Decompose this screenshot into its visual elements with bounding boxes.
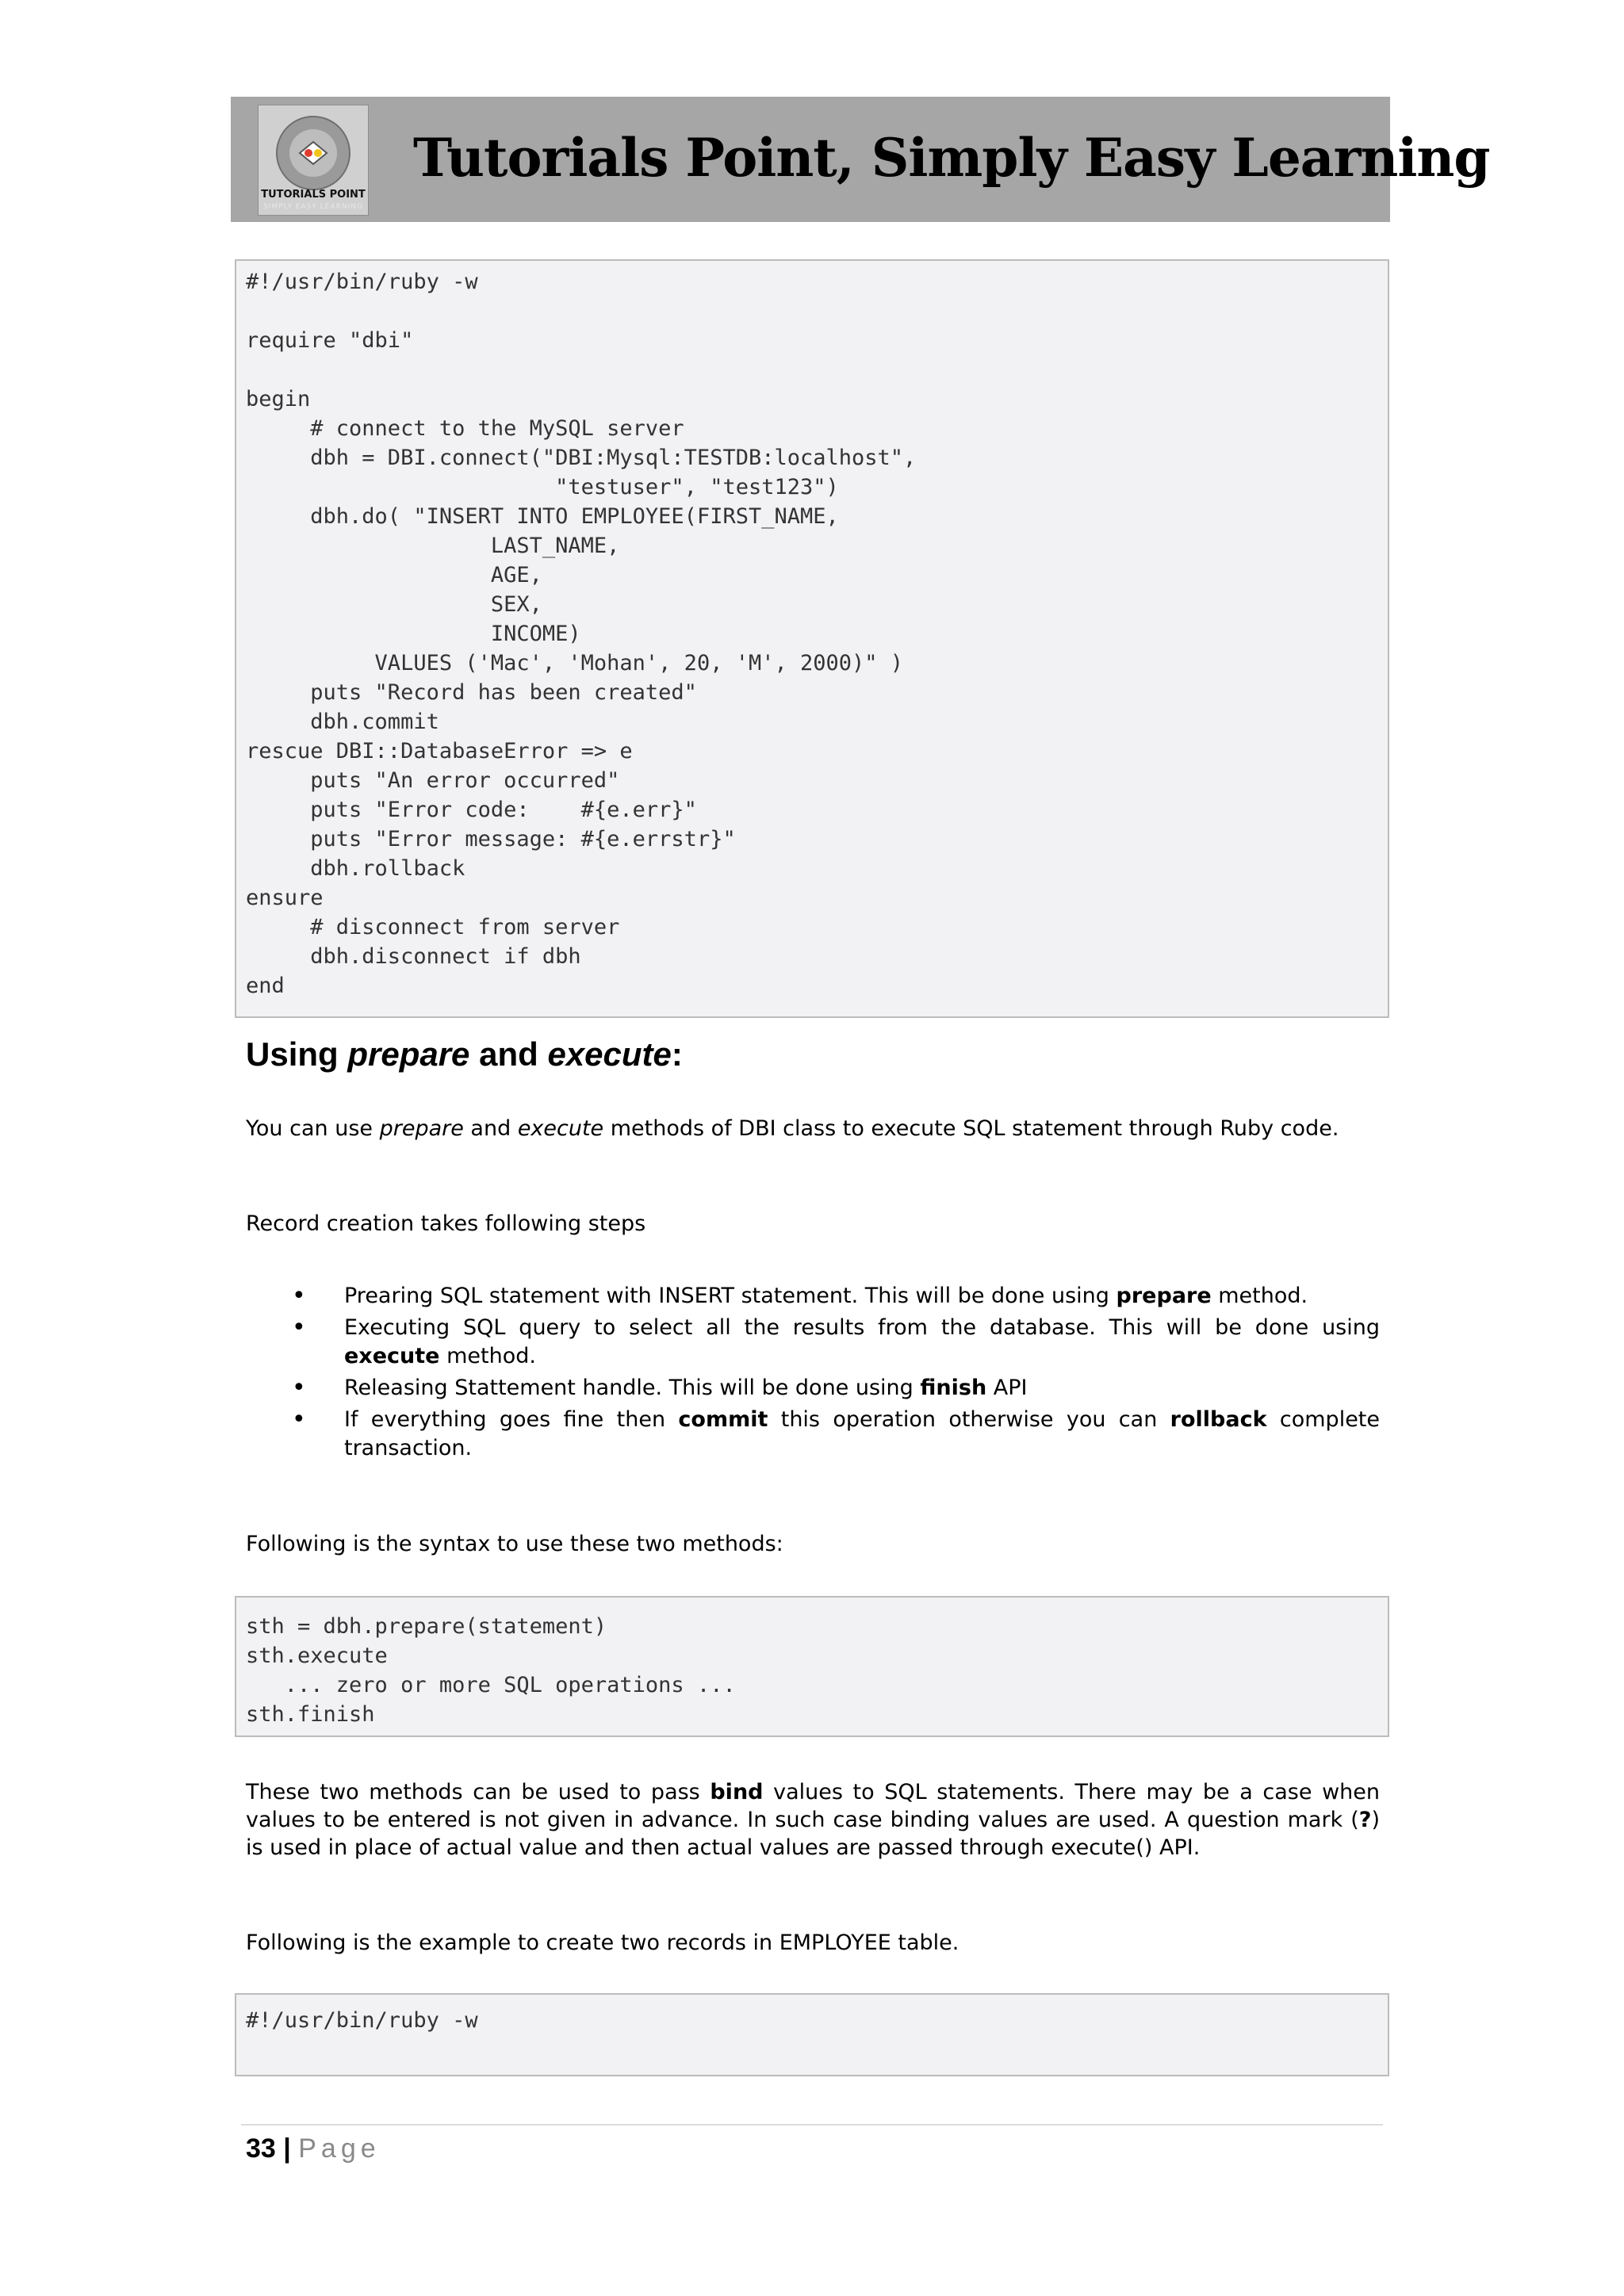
page-number: 33 — [246, 2133, 276, 2164]
code-line: # disconnect from server — [246, 915, 620, 939]
page-footer — [246, 2133, 381, 2164]
bold-text: execute — [344, 1344, 440, 1368]
code-line: dbh.commit — [246, 710, 439, 734]
code-line: puts "Error message: #{e.errstr}" — [246, 827, 736, 851]
text: Prearing SQL statement with INSERT statement. This will be done using — [344, 1284, 1116, 1308]
heading-text: Using — [246, 1035, 348, 1073]
text: Releasing Stattement handle. This will be done using — [344, 1376, 921, 1400]
text: this operation otherwise you can — [768, 1407, 1170, 1432]
code-line: ... zero or more SQL operations ... — [246, 1673, 736, 1697]
bind-paragraph — [246, 1778, 1380, 1862]
text: These two methods can be used to pass — [246, 1780, 710, 1804]
code-line: rescue DBI::DatabaseError => e — [246, 739, 633, 763]
code-block-1 — [235, 259, 1389, 1018]
bullet-icon: • — [292, 1314, 306, 1341]
text: method. — [439, 1344, 536, 1368]
list-item — [246, 1282, 1380, 1311]
page-label: Page — [298, 2133, 381, 2164]
text: method. — [1211, 1284, 1308, 1308]
code-line: puts "Record has been created" — [246, 680, 697, 705]
code-line: ensure — [246, 886, 324, 910]
code-line: "testuser", "test123") — [246, 475, 839, 499]
text: You can use — [246, 1116, 380, 1141]
logo-name: TUTORIALS POINT — [261, 189, 366, 201]
list-item — [246, 1314, 1380, 1371]
heading-em-prepare: prepare — [347, 1035, 470, 1073]
footer-divider — [241, 2124, 1383, 2126]
bullet-icon: • — [292, 1406, 306, 1433]
heading-em-execute: execute — [547, 1035, 672, 1073]
bold-text: finish — [920, 1376, 987, 1400]
bold-text: prepare — [1116, 1284, 1212, 1308]
text: Executing SQL query to select all the results from the database. This will be done using — [344, 1315, 1380, 1340]
steps-list — [246, 1282, 1380, 1466]
bold-text: commit — [678, 1407, 768, 1432]
tutorials-point-logo-icon — [258, 105, 369, 216]
header-title: Tutorials Point, Simply Easy Learning — [413, 127, 1490, 189]
code-line: #!/usr/bin/ruby -w — [246, 270, 478, 294]
code-line — [246, 355, 1378, 385]
code-line: dbh.rollback — [246, 856, 465, 881]
text: and — [463, 1116, 518, 1141]
code-line: require "dbi" — [246, 328, 414, 353]
code-line: dbh.do( "INSERT INTO EMPLOYEE(FIRST_NAME, — [246, 504, 839, 529]
section-heading — [246, 1035, 683, 1073]
code-line — [246, 297, 1378, 326]
code-line: INCOME) — [246, 622, 581, 646]
code-line: end — [246, 974, 285, 998]
code-line: begin — [246, 387, 311, 411]
code-line: puts "Error code: #{e.err}" — [246, 798, 697, 822]
code-line: dbh.disconnect if dbh — [246, 944, 581, 969]
text: values to SQL statements. There may be a case when values to be entered is not given in advance. In such case binding values are used. A question mark ( — [246, 1780, 1380, 1832]
em-prepare: prepare — [379, 1116, 464, 1141]
text: ) is used in place of actual value and then actual values are passed through execute() API. — [246, 1808, 1380, 1860]
code-line: # connect to the MySQL server — [246, 416, 684, 441]
intro-paragraph — [246, 1115, 1380, 1142]
code-line: dbh = DBI.connect("DBI:Mysql:TESTDB:localhost", — [246, 446, 917, 470]
code-line: SEX, — [246, 592, 542, 617]
page-header — [231, 97, 1490, 222]
code-line — [246, 2035, 1378, 2064]
bold-text: ? — [1358, 1808, 1372, 1832]
code-line: sth.finish — [246, 1702, 375, 1727]
list-item — [246, 1374, 1380, 1402]
bullet-icon: • — [292, 1282, 306, 1310]
code-block-2 — [235, 1596, 1389, 1737]
code-line: sth.execute — [246, 1644, 388, 1668]
list-item — [246, 1406, 1380, 1463]
code-line: puts "An error occurred" — [246, 768, 620, 793]
bullet-icon: • — [292, 1374, 306, 1402]
code-line: VALUES ('Mac', 'Mohan', 20, 'M', 2000)" ) — [246, 651, 904, 675]
steps-intro: Record creation takes following steps — [246, 1211, 646, 1236]
text: API — [986, 1376, 1028, 1400]
text: complete transaction. — [344, 1407, 1381, 1460]
code-line: AGE, — [246, 563, 542, 587]
bold-text: rollback — [1170, 1407, 1267, 1432]
footer-separator: | — [283, 2133, 291, 2164]
example-intro: Following is the example to create two records in EMPLOYEE table. — [246, 1931, 959, 1955]
code-line: sth = dbh.prepare(statement) — [246, 1614, 607, 1639]
logo-tagline: SIMPLY EASY LEARNING — [263, 203, 363, 211]
syntax-intro: Following is the syntax to use these two methods: — [246, 1532, 783, 1556]
bold-text: bind — [710, 1780, 764, 1804]
text: If everything goes fine then — [344, 1407, 679, 1432]
em-execute: execute — [517, 1116, 604, 1141]
code-block-3 — [235, 1993, 1389, 2076]
code-line: #!/usr/bin/ruby -w — [246, 2008, 478, 2033]
heading-text: : — [671, 1035, 683, 1073]
code-line: LAST_NAME, — [246, 534, 620, 558]
text: methods of DBI class to execute SQL statement through Ruby code. — [603, 1116, 1339, 1141]
heading-text: and — [469, 1035, 548, 1073]
